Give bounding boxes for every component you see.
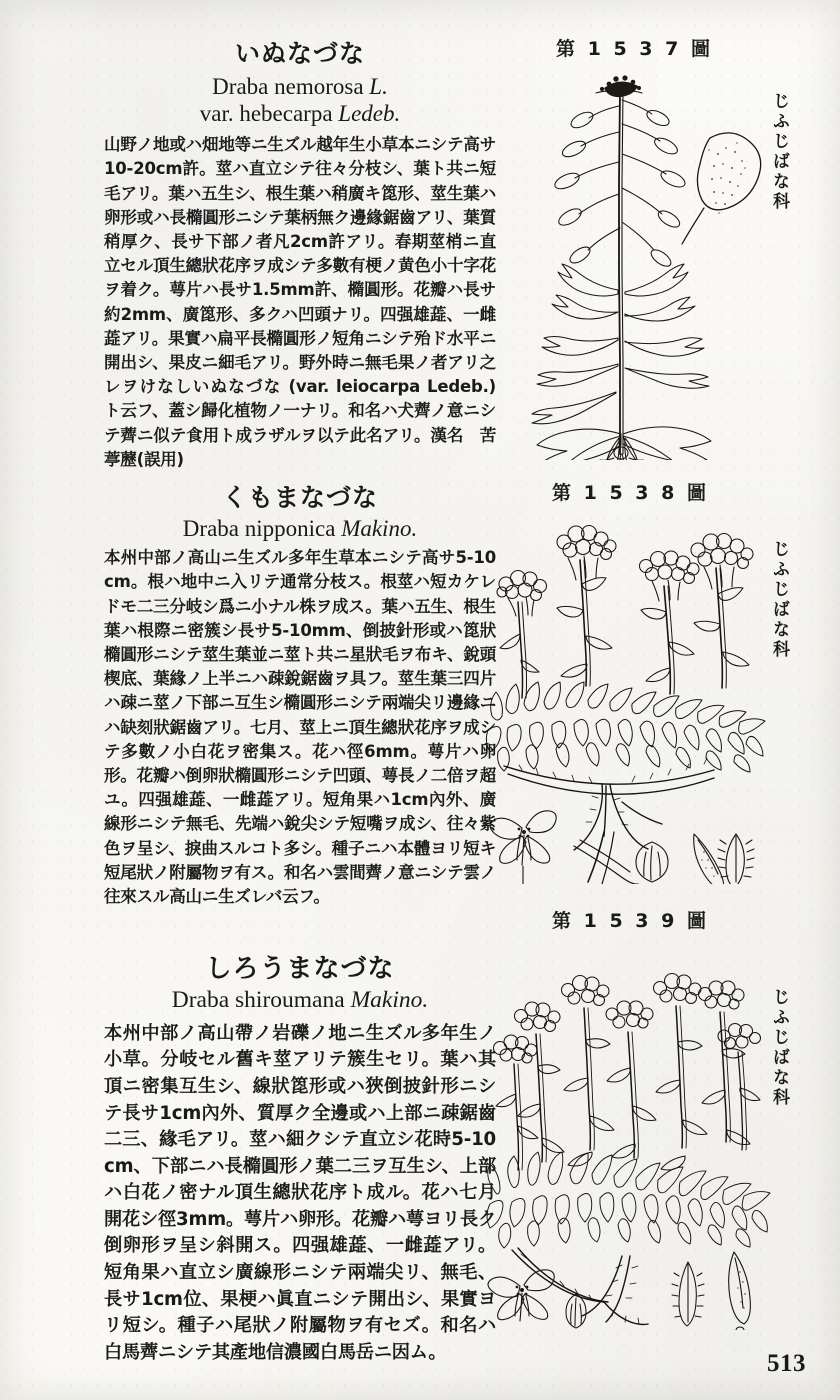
entry-1-body-text: 山野ノ地或ハ畑地等ニ生ズル越年生小草本ニシテ高サ10-20cm許。莖ハ直立シテ往々分枝シ、葉ト共ニ短毛アリ。葉ハ五生シ、根生葉ハ稍廣キ箆形、莖生葉ハ卵形或ハ長橢圓形ニシテ葉柄無ク邊緣鋸齒アリ、葉質稍厚ク、長サ下部ノ者凡2cm許アリ。春期莖梢ニ直立セル頂生總狀花序ヲ成シテ多數有梗ノ黄色小十字花ヲ着ク。萼片ハ長サ1.5mm許、橢圓形。花瓣ハ長サ約2mm、廣箆形、多クハ凹頭ナリ。四强雄蕋、一雌蕋アリ。果實ハ扁平長橢圓形ノ短角ニシテ殆ド水平ニ開出シ、果皮ニ細毛アリ。野外時ニ無毛果ノ者アリ之レヲけなしいぬなづな (var. leiocarpa Ledeb.) ト云フ、蓋シ歸化植物ノ一ナリ。和名ハ犬薺ノ意ニシテ薺ニ似テ食用ト成ラザルヲ以テ此名アリ。漢名 苦葶藶(誤用) bbox=[104, 135, 496, 469]
family-label-1: じふじばな科 bbox=[769, 92, 789, 212]
family-label-2: じふじばな科 bbox=[769, 540, 789, 660]
entry-3-text-column bbox=[104, 948, 496, 1366]
figure-caption-1538: 第 1 5 3 8 圖 bbox=[552, 482, 709, 504]
figure-caption-1537: 第 1 5 3 7 圖 bbox=[556, 38, 713, 60]
entry-1-sci-line-2: var. hebecarpa Ledeb. bbox=[199, 101, 401, 127]
page-number: 513 bbox=[767, 1350, 806, 1377]
entry-1-japanese-name: いぬなづな bbox=[234, 39, 365, 68]
family-label-3: じふじばな科 bbox=[769, 988, 789, 1108]
entry-2-sci-line-1: Draba nipponica Makino. bbox=[182, 516, 418, 541]
entry-3-body-text: 本州中部ノ高山帶ノ岩礫ノ地ニ生ズル多年生ノ小草。分岐セル舊キ莖アリテ簇生セリ。葉ハ其頂ニ密集互生シ、線狀箆形或ハ狹倒披針形ニシテ長サ1cm內外、質厚ク全邊或ハ上部ニ疎鋸齒二三、緣毛アリ。莖ハ細クシテ直立シ花時5-10cm、下部ニハ長橢圓形ノ葉二三ヲ互生シ、上部ハ白花ノ密ナル頂生總狀花序ト成ル。花ハ七月開花シ徑3mm。萼片ハ卵形。花瓣ハ萼ヨリ長ク倒卵形ヲ呈シ斜開ス。四强雄蕋、一雌蕋アリ。短角果ハ直立シ廣線形ニシテ兩端尖リ、無毛、長サ1cm位、果梗ハ眞直ニシテ開出シ、果實ヨリ短シ。種子ハ尾狀ノ附屬物ヲ有セズ。和名ハ白馬薺ニシテ其產地信濃國白馬岳ニ因ム。 bbox=[104, 1022, 496, 1363]
entry-2-text-column bbox=[104, 478, 496, 909]
figure-caption-1539: 第 1 5 3 9 圖 bbox=[552, 910, 709, 932]
entry-1-sci-line-1: Draba nemorosa L. bbox=[212, 74, 388, 99]
draba-nemorosa-illustration bbox=[492, 62, 774, 460]
entry-3-scientific-name bbox=[104, 987, 496, 1015]
entry-3-sci-line-1: Draba shiroumana Makino. bbox=[171, 987, 429, 1013]
entry-2-body-text: 本州中部ノ高山ニ生ズル多年生草本ニシテ高サ5-10cm。根ハ地中ニ入リテ通常分枝ス。根莖ハ短カケレドモ二三分岐シ爲ニ小ナル株ヲ成ス。葉ハ五生、根生葉ハ根際ニ密簇シ長サ5-10mm、倒披針形或ハ箆狀橢圓形ニシテ莖生葉並ニ莖ト共ニ星狀毛ヲ布キ、銳頭楔底、葉緣ノ上半ニハ疎銳鋸齒ヲ具フ。莖生葉三四片ハ疎ニ莖ノ下部ニ互生シ橢圓形ニシテ兩端尖リ邊緣ニハ缺刻狀鋸齒アリ。七月、莖上ニ頂生總狀花序ヲ成シテ多數ノ小白花ヲ密集ス。花ハ徑6mm。萼片ハ卵形。花瓣ハ倒卵狀橢圓形ニシテ凹頭、萼長ノ二倍ヲ超ユ。四强雄蕋、一雌蕋アリ。短角果ハ1cm內外、廣線形ニシテ無毛、先端ハ銳尖シテ短嘴ヲ成シ、往々紫色ヲ呈シ、捩曲スルコト多シ。種子ニハ本體ヨリ短キ短尾狀ノ附屬物ヲ有ス。和名ハ雲間薺ノ意ニシテ雲ノ往來スル高山ニ生ズレバ云フ。 bbox=[104, 548, 496, 906]
entry-2-japanese-name: くもまなづな bbox=[221, 483, 378, 512]
draba-shiroumana-illustration bbox=[482, 938, 782, 1330]
entry-3-japanese-name: しろうまなづな bbox=[205, 954, 395, 984]
draba-nipponica-illustration bbox=[482, 502, 782, 884]
entry-2-scientific-name bbox=[104, 515, 496, 542]
entry-1-scientific-name bbox=[104, 73, 496, 127]
entry-1-text-column bbox=[104, 34, 496, 472]
